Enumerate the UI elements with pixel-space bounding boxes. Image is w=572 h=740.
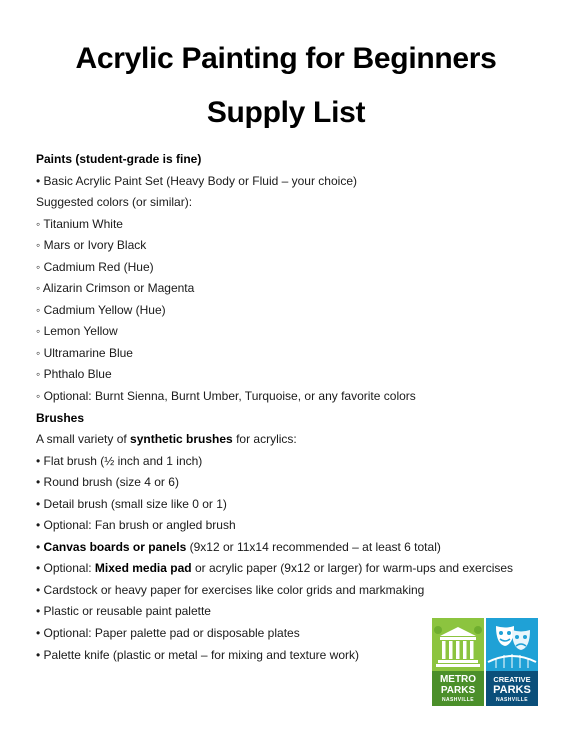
list-item: • Plastic or reusable paint palette [36, 604, 211, 619]
mixed-bold: Mixed media pad [94, 561, 192, 576]
paints-heading: Paints (student-grade is fine) [36, 152, 202, 166]
creative-parks-wordmark [486, 671, 538, 706]
list-item: • Detail brush (small size like 0 or 1) [36, 496, 227, 511]
color-item: ◦ Ultramarine Blue [36, 345, 133, 360]
brushes-heading: Brushes [36, 410, 85, 425]
metro-parks-logo [432, 618, 484, 706]
metro-parks-wordmark [432, 671, 484, 706]
page-title: Acrylic Painting for Beginners [75, 42, 497, 75]
brushes-intro-pre: A small variety of [36, 432, 131, 447]
color-item: ◦ Cadmium Yellow (Hue) [36, 302, 166, 317]
brushes-intro-bold: synthetic brushes [130, 432, 233, 447]
mixed-media-item [36, 558, 556, 580]
canvas-rest: (9x12 or 11x14 recommended – at least 6 total) [186, 539, 441, 554]
color-item: ◦ Phthalo Blue [36, 367, 112, 382]
color-item: ◦ Mars or Ivory Black [36, 238, 147, 253]
color-item: ◦ Titanium White [36, 216, 123, 231]
color-item: ◦ Alizarin Crimson or Magenta [36, 281, 195, 296]
creative-text: CREATIVE [493, 675, 531, 684]
list-item: • Cardstock or heavy paper for exercises like color grids and markmaking [36, 582, 425, 597]
list-item: • Optional: Fan brush or angled brush [36, 518, 236, 533]
canvas-item [36, 537, 556, 559]
color-item: ◦ Lemon Yellow [36, 324, 118, 339]
metro-text: METRO [439, 674, 477, 685]
list-item: • Palette knife (plastic or metal – for mixing and texture work) [36, 647, 359, 662]
color-item: ◦ Optional: Burnt Sienna, Burnt Umber, Turquoise, or any favorite colors [36, 389, 416, 404]
list-item: • Basic Acrylic Paint Set (Heavy Body or Fluid – your choice) [36, 173, 357, 188]
mixed-pre: • Optional: [36, 561, 95, 576]
parthenon-icon [432, 618, 484, 670]
metro-parks-creative-parks-logo [432, 618, 538, 706]
creative-nashville-text: NASHVILLE [496, 696, 528, 703]
canvas-bullet: • [36, 539, 44, 554]
nashville-text: NASHVILLE [442, 697, 474, 703]
mixed-rest: or acrylic paper (9x12 or larger) for warm-ups and exercises [191, 561, 514, 576]
brushes-intro [36, 429, 556, 451]
brushes-intro-post: for acrylics: [232, 432, 297, 447]
list-item: • Flat brush (½ inch and 1 inch) [36, 453, 203, 468]
theater-masks-icon [486, 618, 538, 670]
list-item: • Optional: Paper palette pad or disposable plates [36, 626, 300, 641]
canvas-bold: Canvas boards or panels [43, 539, 187, 554]
page-subtitle: Supply List [206, 96, 366, 129]
parks-text: PARKS [440, 685, 476, 696]
list-item: • Round brush (size 4 or 6) [36, 475, 179, 490]
creative-parks-logo [486, 618, 538, 706]
supply-list [36, 149, 556, 666]
suggested-colors-label: Suggested colors (or similar): [36, 195, 193, 210]
color-item: ◦ Cadmium Red (Hue) [36, 259, 154, 274]
creative-parks-text: PARKS [493, 683, 531, 696]
